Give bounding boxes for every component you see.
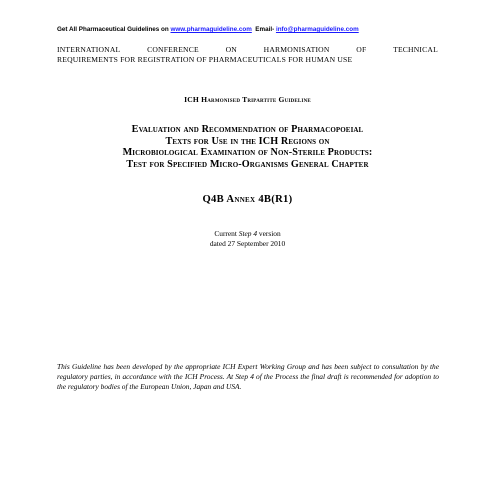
header-prefix: Get All Pharmaceutical Guidelines on [57,26,171,33]
conference-word: ON [225,45,237,54]
conference-line-1 [57,45,438,55]
document-title [57,124,438,170]
version-date: dated 27 September 2010 [209,238,286,248]
conference-word: HARMONISATION [263,45,330,54]
conference-line-2: REQUIREMENTS FOR REGISTRATION OF PHARMACEUTICALS FOR HUMAN USE [57,55,353,64]
email-link[interactable]: info@pharmaguideline.com [275,26,359,33]
annex-code: Q4B Annex 4B(R1) [202,194,293,205]
title-line: Evaluation and Recommendation of Pharmacopoeial [131,124,364,135]
guideline-label: ICH Harmonised Tripartite Guideline [184,95,311,104]
version-info [57,229,438,248]
version-step: Step 4 [238,229,258,238]
conference-word: TECHNICAL [393,45,438,54]
guideline-description: This Guideline has been developed by the appropriate ICH Expert Working Group and has been subject to consultation by the regulatory parties, in accordance with the ICH Process. At Step 4 of the Process the final draft is recommended for adoption to the regulatory bodies of the European Union, Japan and USA. [57,362,439,392]
title-line: Texts for Use in the ICH Regions on [165,135,330,147]
site-header [57,26,359,33]
version-line [57,229,438,239]
version-suffix: version [257,229,281,238]
conference-word: INTERNATIONAL [57,45,121,54]
conference-word: CONFERENCE [147,45,199,54]
title-line: Microbiological Examination of Non-Sterile Products: [122,147,373,158]
email-label: Email- [251,26,276,33]
version-prefix: Current [214,229,239,238]
conference-heading [57,45,438,65]
conference-word: OF [356,45,367,54]
site-link[interactable]: www.pharmaguideline.com [170,26,252,33]
title-line: Test for Specified Micro-Organisms General Chapter [126,158,369,170]
